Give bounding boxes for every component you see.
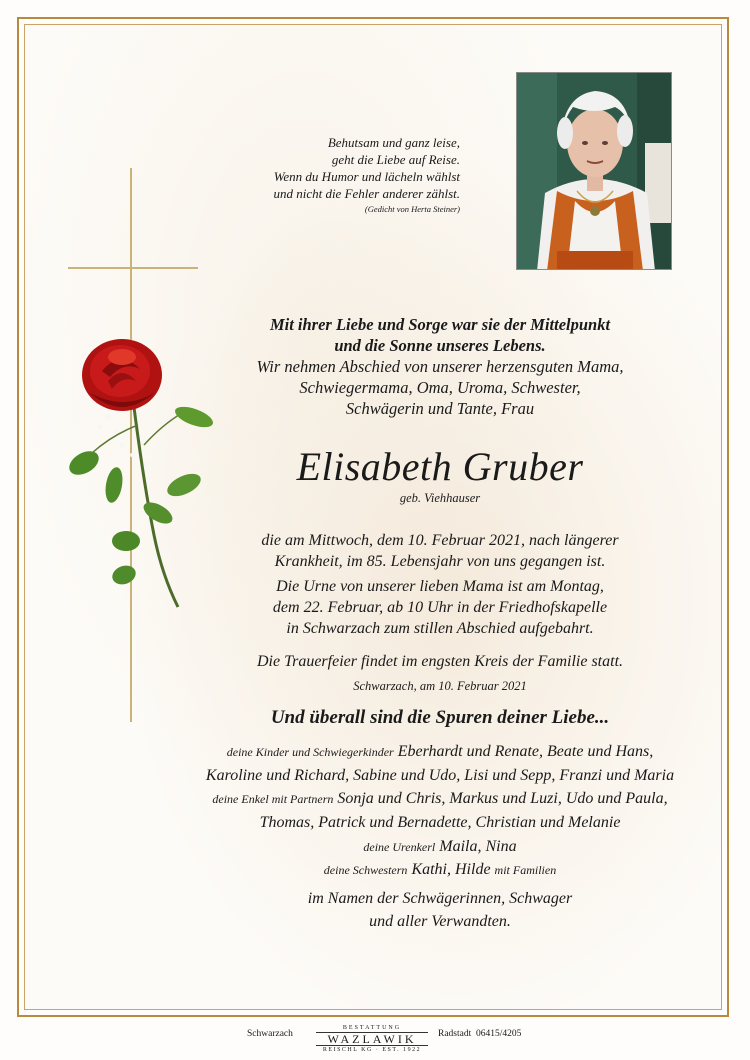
funeral-home-logo xyxy=(316,1024,428,1052)
intro-bold-line: Mit ihrer Liebe und Sorge war sie der Mittelpunkt xyxy=(269,315,611,334)
family-great-grandchildren xyxy=(190,835,690,859)
born-name: geb. Viehhauser xyxy=(399,491,481,505)
logo-bottom-text: REISCHL KG · EST. 1922 xyxy=(322,1047,422,1053)
poem-line: Behutsam und ganz leise, xyxy=(327,135,460,150)
in-names-line: im Namen der Schwägerinnen, Schwager xyxy=(307,890,573,907)
death-notice-line: Krankheit, im 85. Lebensjahr von uns gegangen ist. xyxy=(274,553,606,570)
poem-credit: (Gedicht von Herta Steiner) xyxy=(364,204,460,214)
portrait-image xyxy=(517,73,672,270)
grandchildren-names-2: Thomas, Patrick und Bernadette, Christian und Melanie xyxy=(259,814,621,831)
intro-bold-line: und die Sonne unseres Lebens. xyxy=(334,336,546,355)
family-sisters xyxy=(190,858,690,882)
poem xyxy=(180,134,460,216)
portrait-photo xyxy=(516,72,672,270)
death-notice xyxy=(190,530,690,572)
children-label: deine Kinder und Schwiegerkinder xyxy=(226,745,394,759)
footer-phone: 06415/4205 xyxy=(476,1029,522,1039)
urn-notice-line: in Schwarzach zum stillen Abschied aufgebahrt. xyxy=(286,620,594,637)
urn-notice xyxy=(190,576,690,639)
grandchildren-label: deine Enkel mit Partnern xyxy=(212,792,334,806)
in-names-line: und aller Verwandten. xyxy=(369,913,511,930)
footer-right-contact xyxy=(438,1029,521,1039)
logo-top-text: BESTATTUNG xyxy=(342,1025,402,1031)
poem-line: geht die Liebe auf Reise. xyxy=(331,152,460,167)
closing-line: Und überall sind die Spuren deiner Liebe... xyxy=(270,707,610,728)
great-grandchildren-names: Maila, Nina xyxy=(439,838,517,855)
poem-line: Wenn du Humor und lächeln wählst xyxy=(273,169,460,184)
children-names-2: Karoline und Richard, Sabine und Udo, Lisi und Sepp, Franzi und Maria xyxy=(205,767,675,784)
footer-left-place: Schwarzach xyxy=(247,1029,293,1039)
sisters-label: deine Schwestern xyxy=(323,863,408,877)
sisters-suffix: mit Familien xyxy=(494,863,557,877)
children-line-1 xyxy=(190,740,690,764)
children-names-1: Eberhardt und Renate, Beate und Hans, xyxy=(397,743,654,760)
logo-name: WAZLAWIK xyxy=(316,1032,428,1046)
intro-text xyxy=(190,314,690,419)
deceased-name: Elisabeth Gruber xyxy=(296,444,584,489)
poem-line: und nicht die Fehler anderer zählst. xyxy=(273,186,460,201)
footer xyxy=(0,1024,750,1054)
urn-notice-line: Die Urne von unserer lieben Mama ist am Montag, xyxy=(276,578,604,595)
cross-horizontal-bar xyxy=(68,267,198,269)
family-in-names xyxy=(190,887,690,933)
grandchildren-names-1: Sonja und Chris, Markus und Luzi, Udo und Paula, xyxy=(337,790,668,807)
great-grandchildren-label: deine Urenkerl xyxy=(363,840,436,854)
urn-notice-line: dem 22. Februar, ab 10 Uhr in der Friedhofskapelle xyxy=(272,599,608,616)
intro-line: Schwägerin und Tante, Frau xyxy=(345,399,535,418)
family-children-grandchildren xyxy=(190,740,690,834)
place-date: Schwarzach, am 10. Februar 2021 xyxy=(353,679,527,693)
footer-right-place: Radstadt xyxy=(438,1029,472,1039)
intro-line: Schwiegermama, Oma, Uroma, Schwester, xyxy=(299,378,581,397)
sisters-names: Kathi, Hilde xyxy=(411,861,491,878)
grandchildren-line-1 xyxy=(190,787,690,811)
funeral-notice: Die Trauerfeier findet im engsten Kreis der Familie statt. xyxy=(256,653,624,670)
death-notice-line: die am Mittwoch, dem 10. Februar 2021, nach längerer xyxy=(261,532,619,549)
intro-line: Wir nehmen Abschied von unserer herzensguten Mama, xyxy=(256,357,624,376)
